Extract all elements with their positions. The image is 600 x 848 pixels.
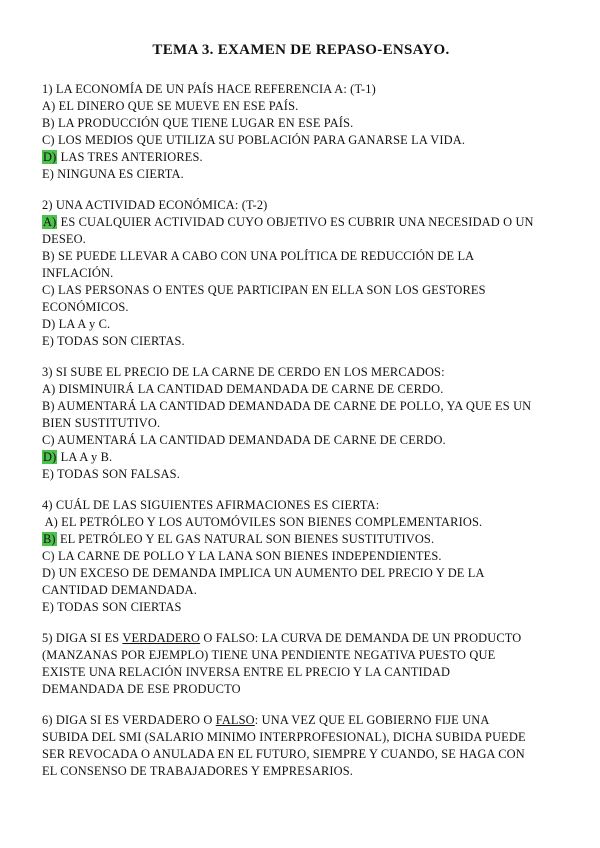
question-4-option-d: D) UN EXCESO DE DEMANDA IMPLICA UN AUMENTO DEL PRECIO Y DE LA: [42, 566, 485, 580]
question-2-option-c: C) LAS PERSONAS O ENTES QUE PARTICIPAN EN ELLA SON LOS GESTORES: [42, 283, 486, 297]
question-3-option-b: B) AUMENTARÁ LA CANTIDAD DEMANDADA DE CARNE DE POLLO, YA QUE ES UN: [42, 399, 532, 413]
question-4-option-c: C) LA CARNE DE POLLO Y LA LANA SON BIENES INDEPENDIENTES.: [42, 549, 442, 563]
question-4-stem: 4) CUÁL DE LAS SIGUIENTES AFIRMACIONES ES CIERTA:: [42, 498, 380, 512]
question-5-stem-suffix: O FALSO: LA CURVA DE DEMANDA DE UN PRODUCTO: [200, 631, 522, 645]
question-2-option-a-continued: DESEO.: [42, 232, 86, 246]
question-1-option-d-text: LAS TRES ANTERIORES.: [57, 150, 203, 164]
question-3: [42, 364, 560, 483]
question-2-option-c-continued: ECONÓMICOS.: [42, 300, 129, 314]
question-2: [42, 197, 560, 350]
question-1-option-d: [42, 149, 560, 166]
question-6-stem: [42, 712, 560, 729]
question-2-option-a-text: ES CUALQUIER ACTIVIDAD CUYO OBJETIVO ES CUBRIR UNA NECESIDAD O UN: [57, 215, 534, 229]
question-3-option-a: A) DISMINUIRÁ LA CANTIDAD DEMANDADA DE CARNE DE CERDO.: [42, 382, 444, 396]
question-1-option-a: A) EL DINERO QUE SE MUEVE EN ESE PAÍS.: [42, 99, 299, 113]
question-3-option-e: E) TODAS SON FALSAS.: [42, 467, 180, 481]
question-4-option-b-text: EL PETRÓLEO Y EL GAS NATURAL SON BIENES SUSTITUTIVOS.: [56, 532, 435, 546]
question-5: [42, 630, 560, 698]
question-4: [42, 497, 560, 616]
question-3-option-d: [42, 449, 560, 466]
question-5-line-4: DEMANDADA DE ESE PRODUCTO: [42, 682, 241, 696]
correct-answer-highlight: B): [43, 532, 56, 546]
question-1: [42, 81, 560, 183]
question-4-option-b: [42, 531, 560, 548]
question-4-option-a: A) EL PETRÓLEO Y LOS AUTOMÓVILES SON BIENES COMPLEMENTARIOS.: [42, 515, 483, 529]
question-2-option-e: E) TODAS SON CIERTAS.: [42, 334, 185, 348]
question-4-option-e: E) TODAS SON CIERTAS: [42, 600, 182, 614]
question-3-option-c: C) AUMENTARÁ LA CANTIDAD DEMANDADA DE CARNE DE CERDO.: [42, 433, 446, 447]
question-1-stem: 1) LA ECONOMÍA DE UN PAÍS HACE REFERENCIA A: (T-1): [42, 82, 376, 96]
page-title: TEMA 3. EXAMEN DE REPASO-ENSAYO.: [152, 42, 450, 58]
question-2-stem: 2) UNA ACTIVIDAD ECONÓMICA: (T-2): [42, 198, 268, 212]
question-2-option-b: B) SE PUEDE LLEVAR A CABO CON UNA POLÍTICA DE REDUCCIÓN DE LA: [42, 249, 475, 263]
question-2-option-b-continued: INFLACIÓN.: [42, 266, 114, 280]
question-5-answer-underlined: VERDADERO: [122, 631, 201, 645]
question-6-stem-suffix: : UNA VEZ QUE EL GOBIERNO FIJE UNA: [254, 713, 490, 727]
question-1-option-c: C) LOS MEDIOS QUE UTILIZA SU POBLACIÓN PARA GANARSE LA VIDA.: [42, 133, 466, 147]
question-4-option-d-continued: CANTIDAD DEMANDADA.: [42, 583, 197, 597]
question-3-option-d-text: LA A y B.: [57, 450, 113, 464]
question-5-line-2: (MANZANAS POR EJEMPLO) TIENE UNA PENDIENTE NEGATIVA PUESTO QUE: [42, 648, 496, 662]
question-2-option-a: [42, 214, 560, 231]
question-6-answer-underlined: FALSO: [215, 713, 255, 727]
question-6-line-2: SUBIDA DEL SMI (SALARIO MINIMO INTERPROFESIONAL), DICHA SUBIDA PUEDE: [42, 730, 526, 744]
question-6: [42, 712, 560, 780]
correct-answer-highlight: A): [43, 215, 57, 229]
question-6-line-3: SER REVOCADA O ANULADA EN EL FUTURO, SIEMPRE Y CUANDO, SE HAGA CON: [42, 747, 525, 761]
correct-answer-highlight: D): [43, 450, 57, 464]
question-5-stem: [42, 630, 560, 647]
question-6-line-4: EL CONSENSO DE TRABAJADORES Y EMPRESARIOS.: [42, 764, 354, 778]
question-3-stem: 3) SI SUBE EL PRECIO DE LA CARNE DE CERDO EN LOS MERCADOS:: [42, 365, 445, 379]
question-2-option-d: D) LA A y C.: [42, 317, 111, 331]
question-1-option-e: E) NINGUNA ES CIERTA.: [42, 167, 184, 181]
question-3-option-b-continued: BIEN SUSTITUTIVO.: [42, 416, 161, 430]
question-5-stem-prefix: 5) DIGA SI ES: [42, 631, 123, 645]
question-1-option-b: B) LA PRODUCCIÓN QUE TIENE LUGAR EN ESE PAÍS.: [42, 116, 354, 130]
question-6-stem-prefix: 6) DIGA SI ES VERDADERO O: [42, 713, 216, 727]
correct-answer-highlight: D): [43, 150, 57, 164]
question-5-line-3: EXISTE UNA RELACIÓN INVERSA ENTRE EL PRECIO Y LA CANTIDAD: [42, 665, 451, 679]
